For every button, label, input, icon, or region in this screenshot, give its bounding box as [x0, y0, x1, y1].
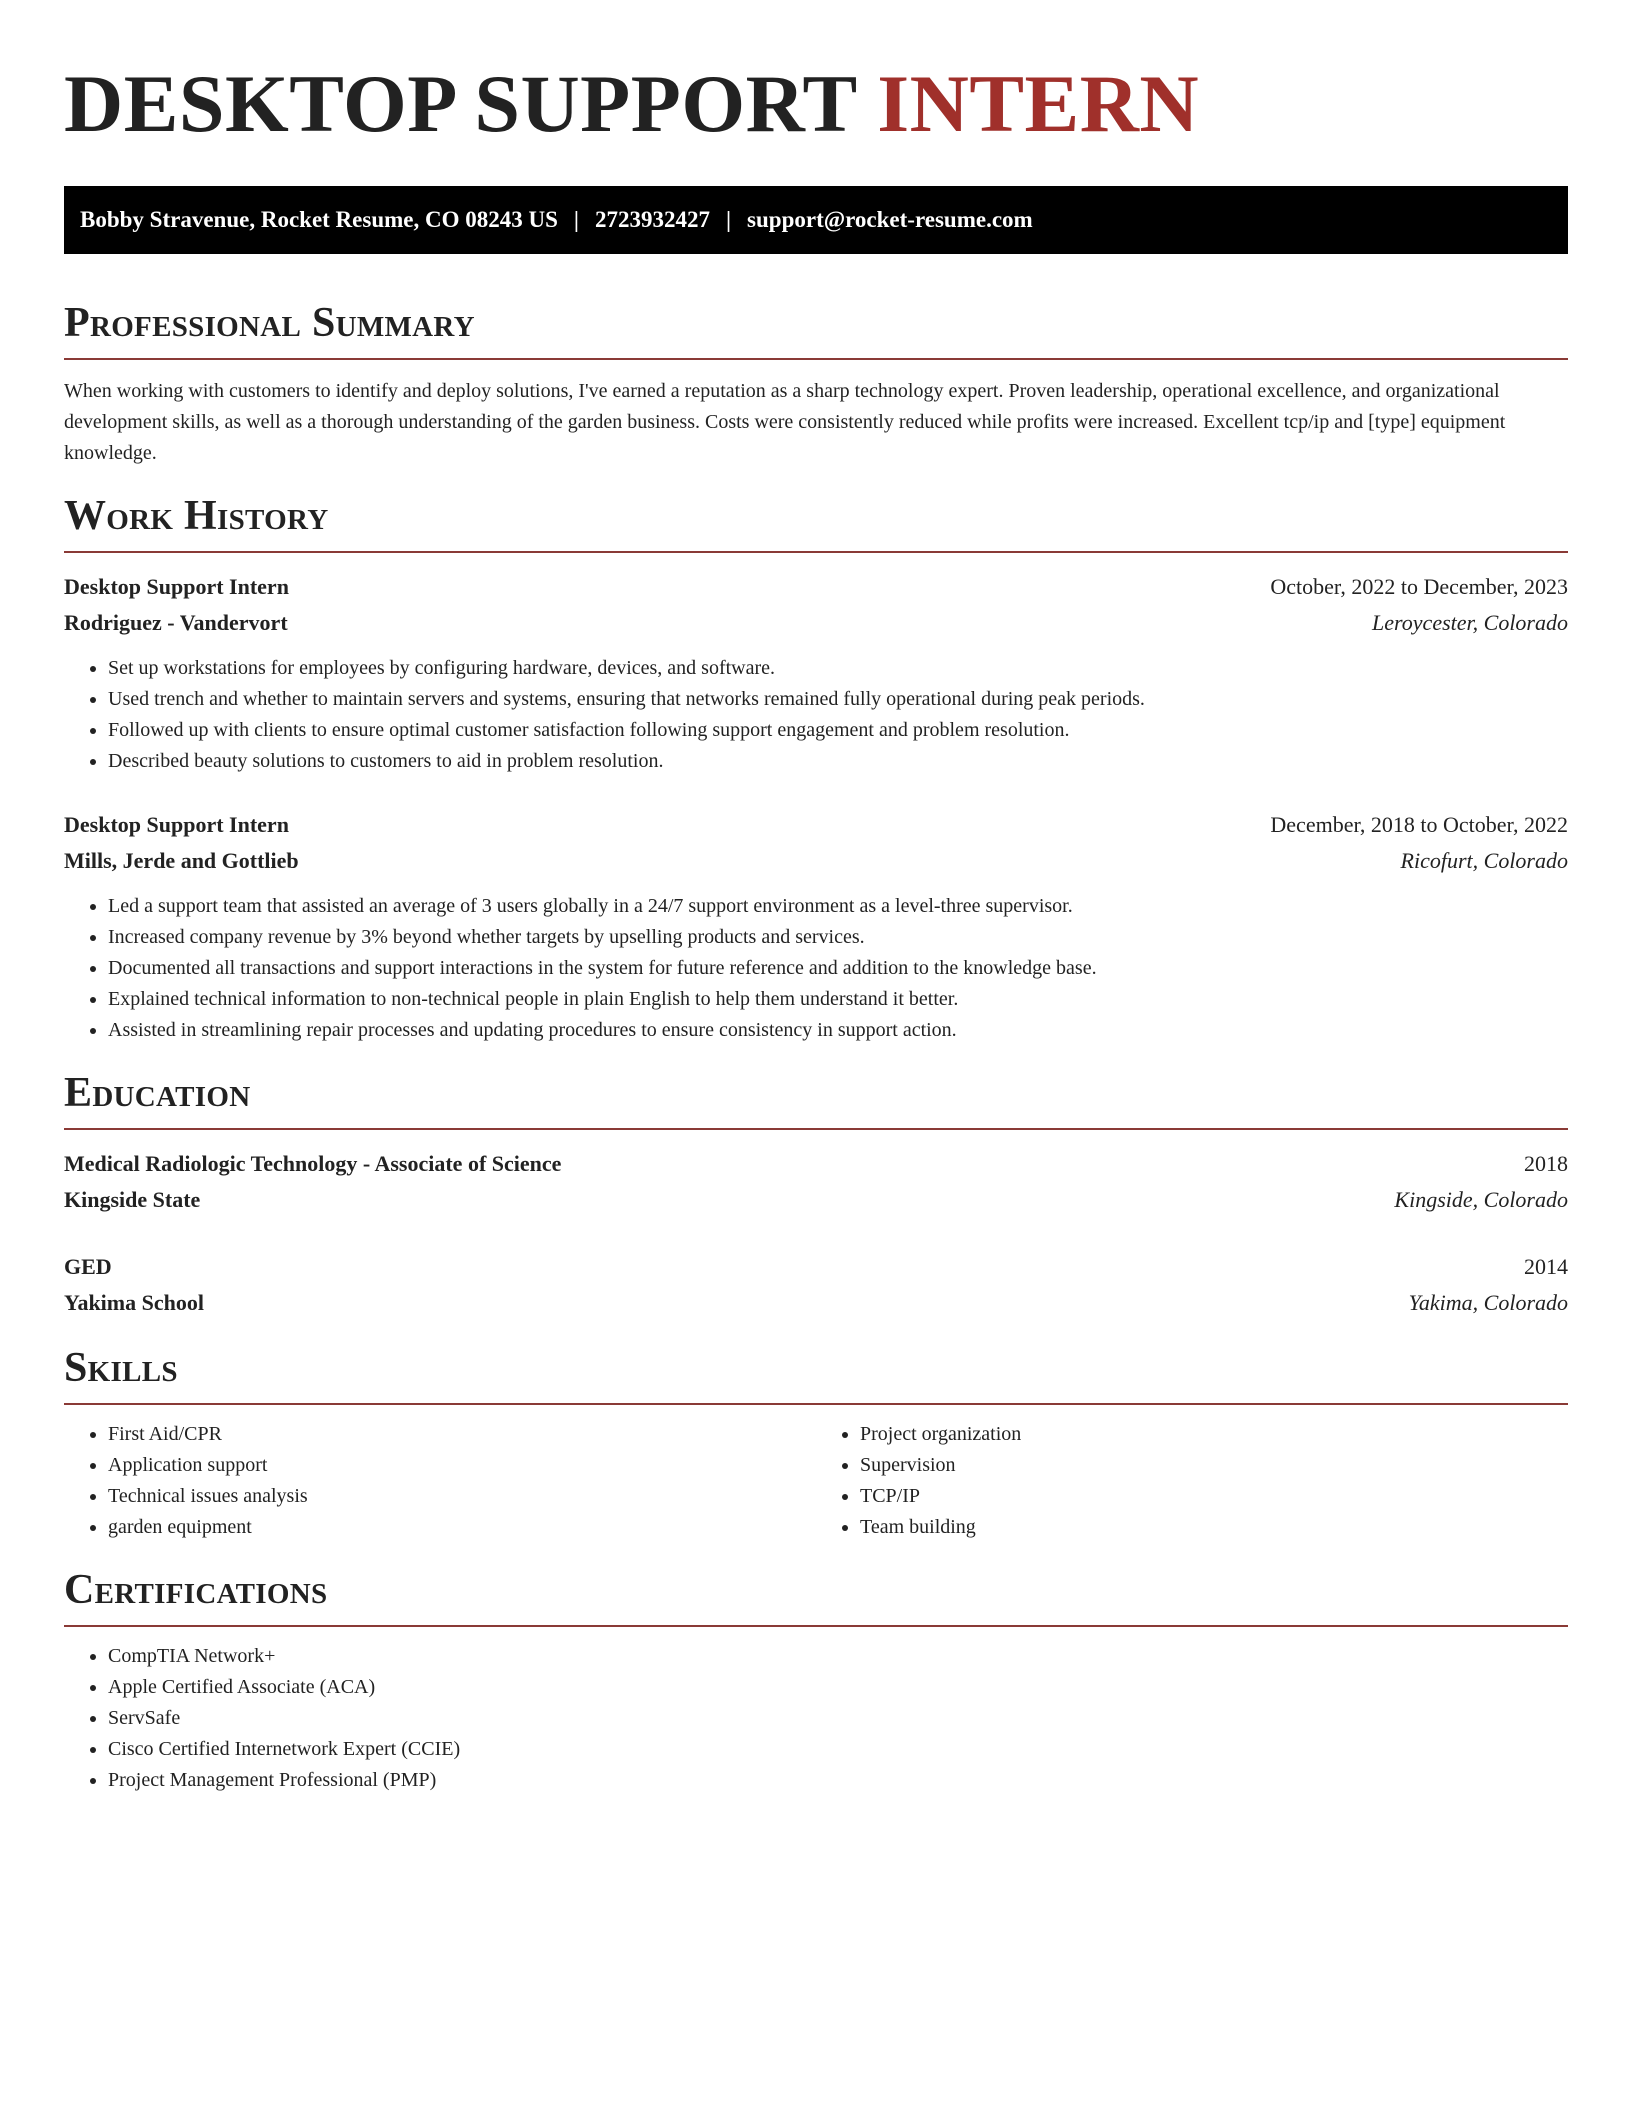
- list-item: • Technical issues analysis: [108, 1481, 816, 1512]
- list-item: • Increased company revenue by 3% beyond whether targets by upselling products and services.: [108, 922, 1568, 953]
- list-item: • Project organization: [860, 1419, 1568, 1450]
- title-main: DESKTOP SUPPORT: [64, 58, 857, 149]
- job-bullets: [64, 891, 1568, 1046]
- education-header-row: [64, 1146, 1568, 1182]
- list-item: • Application support: [108, 1450, 816, 1481]
- education-year: 2018: [1524, 1151, 1568, 1176]
- section-divider: [64, 551, 1568, 553]
- list-item: • ServSafe: [108, 1703, 1568, 1734]
- section-heading: Skills: [64, 1345, 178, 1391]
- job-location: Leroycester, Colorado: [1372, 610, 1568, 635]
- education-school: Yakima School: [64, 1290, 204, 1315]
- list-item: • Team building: [860, 1512, 1568, 1543]
- education-year: 2014: [1524, 1254, 1568, 1279]
- list-item: • Described beauty solutions to customers to aid in problem resolution.: [108, 746, 1568, 777]
- job-company: Mills, Jerde and Gottlieb: [64, 848, 299, 873]
- list-item: • Supervision: [860, 1450, 1568, 1481]
- certifications-list: [64, 1641, 1568, 1796]
- list-item: • Apple Certified Associate (ACA): [108, 1672, 1568, 1703]
- contact-bar: [64, 186, 1568, 254]
- job-header-row: [64, 569, 1568, 605]
- summary-text: When working with customers to identify and deploy solutions, I've earned a reputation as a sharp technology expert. Proven leadership, operational excellence, and organizational development skills, as well as a thorough understanding of the garden business. Costs were consistently reduced while profits were increased. Excellent tcp/ip and [type] equipment knowledge.: [64, 380, 1506, 464]
- contact-address: Bobby Stravenue, Rocket Resume, CO 08243 US: [80, 207, 558, 232]
- section-divider: [64, 1625, 1568, 1627]
- list-item: • Project Management Professional (PMP): [108, 1765, 1568, 1796]
- contact-phone[interactable]: 2723932427: [594, 207, 710, 232]
- section-divider: [64, 1128, 1568, 1130]
- list-item: • Led a support team that assisted an average of 3 users globally in a 24/7 support environment as a level-three supervisor.: [108, 891, 1568, 922]
- skills-section: [64, 1343, 1568, 1543]
- job-dates: December, 2018 to October, 2022: [1270, 812, 1568, 837]
- contact-separator: |: [725, 207, 732, 232]
- list-item: • Used trench and whether to maintain servers and systems, ensuring that networks remained fully operational during peak periods.: [108, 684, 1568, 715]
- list-item: • TCP/IP: [860, 1481, 1568, 1512]
- job-header-row: [64, 807, 1568, 843]
- contact-separator: |: [573, 207, 579, 232]
- education-degree: GED: [64, 1254, 112, 1279]
- list-item: • Cisco Certified Internetwork Expert (CCIE): [108, 1734, 1568, 1765]
- job-entry: [64, 569, 1568, 777]
- list-item: • Followed up with clients to ensure optimal customer satisfaction following support engagement and problem resolution.: [108, 715, 1568, 746]
- section-heading: Education: [64, 1070, 251, 1116]
- work-history-section: [64, 491, 1568, 1046]
- contact-email[interactable]: support@rocket-resume.com: [747, 207, 1033, 232]
- education-section: [64, 1068, 1568, 1321]
- job-location: Ricofurt, Colorado: [1400, 848, 1568, 873]
- skills-column-left: [64, 1419, 816, 1543]
- certifications-section: [64, 1565, 1568, 1796]
- job-company: Rodriguez - Vandervort: [64, 610, 288, 635]
- skills-grid: [64, 1419, 1568, 1543]
- section-divider: [64, 358, 1568, 360]
- job-entry: [64, 807, 1568, 1046]
- list-item: • Documented all transactions and support interactions in the system for future reference and addition to the knowledge base.: [108, 953, 1568, 984]
- list-item: • CompTIA Network+: [108, 1641, 1568, 1672]
- education-location: Yakima, Colorado: [1408, 1290, 1568, 1315]
- job-dates: October, 2022 to December, 2023: [1270, 574, 1568, 599]
- job-company-row: [64, 605, 1568, 641]
- education-school: Kingside State: [64, 1187, 201, 1212]
- section-heading: Certifications: [64, 1567, 328, 1613]
- section-heading: Professional Summary: [64, 300, 475, 346]
- list-item: • Assisted in streamlining repair processes and updating procedures to ensure consistency in support action.: [108, 1015, 1568, 1046]
- list-item: • First Aid/CPR: [108, 1419, 816, 1450]
- section-heading: Work History: [64, 493, 329, 539]
- education-header-row: [64, 1249, 1568, 1285]
- list-item: • garden equipment: [108, 1512, 816, 1543]
- list-item: • Explained technical information to non-technical people in plain English to help them understand it better.: [108, 984, 1568, 1015]
- education-location: Kingside, Colorado: [1394, 1187, 1568, 1212]
- job-title: Desktop Support Intern: [64, 574, 289, 599]
- job-title: Desktop Support Intern: [64, 812, 289, 837]
- section-divider: [64, 1403, 1568, 1405]
- resume-title: [64, 56, 1568, 152]
- title-accent: INTERN: [877, 58, 1200, 149]
- education-school-row: [64, 1285, 1568, 1321]
- job-company-row: [64, 843, 1568, 879]
- education-degree: Medical Radiologic Technology - Associate of Science: [64, 1151, 562, 1176]
- list-item: • Set up workstations for employees by configuring hardware, devices, and software.: [108, 653, 1568, 684]
- education-entry: [64, 1146, 1568, 1218]
- skills-column-right: [816, 1419, 1568, 1543]
- job-bullets: [64, 653, 1568, 777]
- education-entry: [64, 1249, 1568, 1321]
- summary-section: [64, 298, 1568, 469]
- education-school-row: [64, 1182, 1568, 1218]
